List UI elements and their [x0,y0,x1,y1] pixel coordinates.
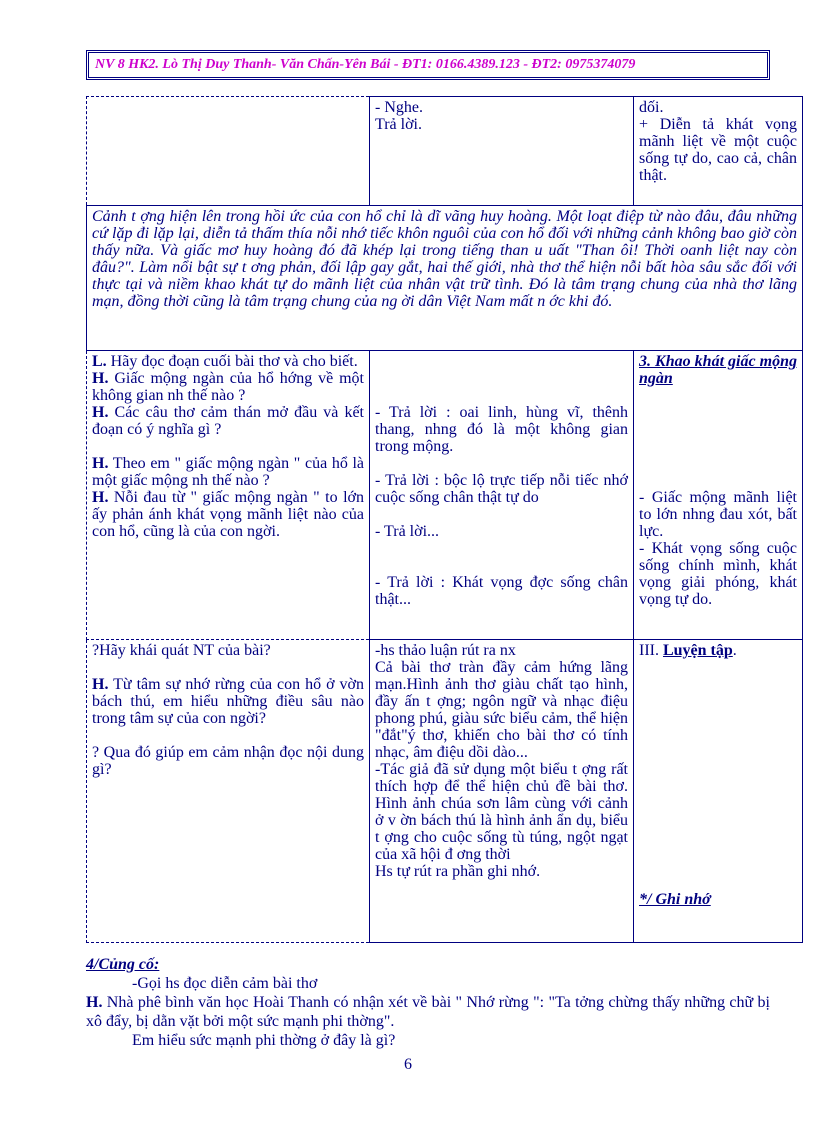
section-heading: 3. Khao khát giấc mộng ngàn [639,353,797,387]
consolidation-question [86,993,770,1031]
table-row [87,640,803,943]
note-line: + Diễn tả khát vọng mãnh liệt về một cuộc sống tự do, cao cả, chân thật. [639,116,797,184]
question [92,353,364,370]
table-row [87,351,803,640]
page-number: 6 [404,1056,412,1073]
note-line: dối. [639,99,664,116]
student-cell [370,351,634,640]
answer: -Tác giả đã sử dụng một biểu t ợng rất thích hợp để thể hiện chủ đề bài thơ. Hình ảnh chúa sơn lâm cùng với cảnh ở v ờn bách thú là hình ảnh ẩn dụ, biểu t ợng cho cuộc sống tù túng, ngột ngạt của xã hội đ ơng thời [375,761,628,863]
question-tag: H. [92,370,109,387]
question-text: ?Hãy khái quát NT của bài? [92,642,271,659]
answer: - Trả lời : bộc lộ trực tiếp nỗi tiếc nhớ cuộc sống chân thật tự do [375,472,628,506]
student-line: - Nghe. [375,99,423,116]
note-cell [634,640,803,943]
teacher-cell [87,351,370,640]
question-text: Theo em " giấc mộng ngàn " của hổ là một giấc mộng nh thế nào ? [92,455,364,489]
note-cell [634,97,803,206]
question [92,455,364,489]
practice-heading: Luyện tập [662,642,733,659]
student-cell [370,97,634,206]
table-row [87,206,803,351]
consolidation-title: 4/Củng cố: [86,956,160,973]
question-tag: H. [86,994,103,1011]
question-tag: H. [92,455,109,472]
answer: - Trả lời... [375,523,440,540]
teacher-cell [87,97,370,206]
table-row [87,97,803,206]
question [92,404,364,438]
note-line: - Khát vọng sống cuộc sống chính mình, khát vọng giải phóng, khát vọng tự do. [639,540,797,608]
consolidation-section [86,955,770,1050]
answer: Hs tự rút ra phần ghi nhớ. [375,863,541,880]
summary-text: Cảnh t ợng hiện lên trong hồi ức của con hổ chỉ là dĩ vãng huy hoàng. Một loạt điệp từ nào đâu, đâu những cứ lặp đi lặp lại, diễn tả thấm thía nỗi nhớ tiếc khôn nguôi của con hổ đối với những cảnh không bao giờ còn thấy nữa. Và giấc mơ huy hoàng đó đã khép lại trong tiếng than u uất "Than ôi! Thời oanh liệt nay còn đâu?". Làm nổi bật sự t ơng phản, đối lập gay gắt, hai thế giới, nhà thơ thể hiện nỗi bất hòa sâu sắc đối với thực tại và niềm khao khát tự do mãnh liệt của nhân vật trữ tình. Đó là tâm trạng chung của nhà thơ lãng mạn, đồng thời cũng là tâm trạng chung của ng ời dân Việt Nam mất n ớc khi đó. [92,208,797,310]
summary-cell [87,206,803,351]
question [92,370,364,404]
lesson-table [86,96,803,943]
student-line: Trả lời. [375,116,422,133]
consolidation-line: -Gọi hs đọc diễn cảm bài thơ [132,975,318,992]
question-text: Các câu thơ cảm thán mở đầu và kết đoạn có ý nghĩa gì ? [92,404,364,438]
question-text: Nỗi đau từ " giấc mộng ngàn " to lớn ấy phản ánh khát vọng mãnh liệt nào của con hổ, cũng là của con ngời. [92,489,364,540]
consolidation-line: Em hiểu sức mạnh phi thờng ở đây là gì? [132,1032,396,1049]
question-text: Giấc mộng ngàn của hổ hớng về một không gian nh thế nào ? [92,370,364,404]
note-cell [634,351,803,640]
question-text: Nhà phê bình văn học Hoài Thanh có nhận xét về bài " Nhớ rừng ": "Ta tởng chừng thấy những chữ bị xô đẩy, bị dằn vặt bởi một sức mạnh phi thờng". [86,994,770,1030]
note-line: - Giấc mộng mãnh liệt to lớn nhng đau xót, bất lực. [639,489,797,540]
question [92,676,364,727]
section-number: III. [639,642,663,659]
answer: Cả bài thơ tràn đầy cảm hứng lãng mạn.Hình ảnh thơ giàu chất tạo hình, đầy ấn t ợng; ngôn ngữ và nhạc điệu phong phú, giàu sức biểu cảm, thể hiện "đắt"ý thơ, khiến cho bài thơ có tính nhạc, âm điệu dồi dào... [375,659,628,761]
question-text: Từ tâm sự nhớ rừng của con hổ ở vờn bách thú, em hiểu những điều sâu nào trong tâm sự của con ngời? [92,676,364,727]
question-tag: H. [92,489,109,506]
question [92,489,364,540]
section-heading [639,642,797,659]
header-text: NV 8 HK2. Lò Thị Duy Thanh- Văn Chấn-Yên Bái - ĐT1: 0166.4389.123 - ĐT2: 0975374079 [95,57,636,72]
question-text: ? Qua đó giúp em cảm nhận đọc nội dung gì? [92,744,364,778]
page-header [86,50,770,80]
answer: - Trả lời : oai linh, hùng vĩ, thênh thang, nhng đó là một không gian trong mộng. [375,404,628,455]
question-tag: H. [92,676,109,693]
answer: - Trả lời : Khát vọng đợc sống chân thật... [375,574,628,608]
teacher-cell [87,640,370,943]
question-tag: L. [92,353,107,370]
question-text: Hãy đọc đoạn cuối bài thơ và cho biết. [106,353,358,370]
student-cell [370,640,634,943]
answer: -hs thảo luận rút ra nx [375,642,516,659]
heading-dot: . [732,642,737,659]
question-tag: H. [92,404,109,421]
remember-heading: */ Ghi nhớ [639,891,711,908]
